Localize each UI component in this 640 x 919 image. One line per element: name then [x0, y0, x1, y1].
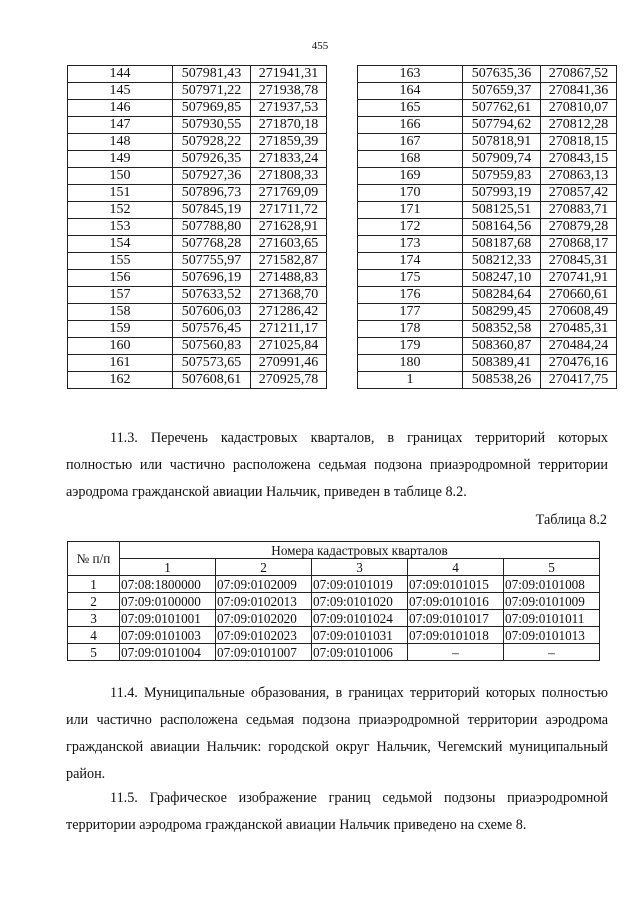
table-row	[358, 304, 617, 321]
table-row	[68, 202, 327, 219]
point-number: 175	[358, 270, 463, 287]
table-row	[68, 372, 327, 389]
point-number: 171	[358, 202, 463, 219]
point-number: 148	[68, 134, 173, 151]
coord-x: 507573,65	[173, 355, 251, 372]
coord-y: 271211,17	[251, 321, 327, 338]
cadastral-quarter: 07:09:0101018	[408, 627, 504, 644]
coord-y: 270485,31	[541, 321, 617, 338]
coord-x: 507576,45	[173, 321, 251, 338]
paragraph-11-5: 11.5. Графическое изображение границ седьмой подзоны приаэродромной территории аэродрома гражданской авиации Нальчик приведено на схеме 8.	[66, 790, 608, 833]
cadastral-quarter: 07:09:0101004	[120, 644, 216, 661]
coord-x: 507928,22	[173, 134, 251, 151]
coord-y: 270484,24	[541, 338, 617, 355]
table-row	[358, 270, 617, 287]
cadastral-quarter: 07:09:0101024	[312, 610, 408, 627]
table-row	[358, 219, 617, 236]
point-number: 157	[68, 287, 173, 304]
cadastral-quarter: 07:09:0101019	[312, 576, 408, 593]
coord-y: 270883,71	[541, 202, 617, 219]
coord-x: 508212,33	[463, 253, 541, 270]
coord-y: 270857,42	[541, 185, 617, 202]
coord-x: 508164,56	[463, 219, 541, 236]
row-number: 4	[68, 627, 120, 644]
row-number: 2	[68, 593, 120, 610]
point-number: 149	[68, 151, 173, 168]
coord-x: 507608,61	[173, 372, 251, 389]
coord-x: 507909,74	[463, 151, 541, 168]
cadastral-quarter: 07:08:1800000	[120, 576, 216, 593]
coord-y: 270925,78	[251, 372, 327, 389]
coord-y: 271859,39	[251, 134, 327, 151]
table-row	[358, 151, 617, 168]
coord-x: 508352,58	[463, 321, 541, 338]
coord-y: 270741,91	[541, 270, 617, 287]
coord-y: 271870,18	[251, 117, 327, 134]
cadastral-quarter: 07:09:0101031	[312, 627, 408, 644]
header-number: № п/п	[68, 542, 120, 576]
table-row	[68, 66, 327, 83]
coord-y: 271941,31	[251, 66, 327, 83]
cadastral-quarter: 07:09:0102020	[216, 610, 312, 627]
point-number: 156	[68, 270, 173, 287]
cadastral-quarter: 07:09:0101001	[120, 610, 216, 627]
cadastral-quarter: 07:09:0101003	[120, 627, 216, 644]
point-number: 168	[358, 151, 463, 168]
point-number: 153	[68, 219, 173, 236]
point-number: 169	[358, 168, 463, 185]
coord-x: 507696,19	[173, 270, 251, 287]
coord-y: 270608,49	[541, 304, 617, 321]
point-number: 155	[68, 253, 173, 270]
point-number: 161	[68, 355, 173, 372]
table-row	[358, 66, 617, 83]
coord-y: 271937,53	[251, 100, 327, 117]
table-row	[358, 287, 617, 304]
coord-y: 270879,28	[541, 219, 617, 236]
coord-y: 270843,15	[541, 151, 617, 168]
cadastral-quarter: –	[504, 644, 600, 661]
table-row	[68, 287, 327, 304]
point-number: 151	[68, 185, 173, 202]
point-number: 176	[358, 287, 463, 304]
coord-x: 507926,35	[173, 151, 251, 168]
table-row	[358, 236, 617, 253]
table-row	[68, 117, 327, 134]
table-row	[358, 338, 617, 355]
table-row	[68, 151, 327, 168]
coord-x: 507845,19	[173, 202, 251, 219]
coord-x: 507896,73	[173, 185, 251, 202]
point-number: 150	[68, 168, 173, 185]
table-row	[68, 593, 600, 610]
table-row	[68, 134, 327, 151]
table-row	[358, 134, 617, 151]
point-number: 152	[68, 202, 173, 219]
paragraph-11-4: 11.4. Муниципальные образования, в границах территорий которых полностью или частично расположена седьмая подзона приаэродромной территории аэродрома гражданской авиации Нальчик: городской округ Нальчик, Чегемский муниципальный район.	[66, 685, 608, 782]
point-number: 178	[358, 321, 463, 338]
coord-y: 270863,13	[541, 168, 617, 185]
table-row	[358, 202, 617, 219]
cadastral-quarters-table	[67, 541, 600, 661]
coord-x: 507927,36	[173, 168, 251, 185]
header-col-number: 1	[120, 559, 216, 576]
table-row	[68, 644, 600, 661]
cadastral-quarter: 07:09:0101017	[408, 610, 504, 627]
coord-x: 508538,26	[463, 372, 541, 389]
point-number: 180	[358, 355, 463, 372]
coord-x: 507971,22	[173, 83, 251, 100]
point-number: 159	[68, 321, 173, 338]
coord-y: 271488,83	[251, 270, 327, 287]
cadastral-quarter: 07:09:0101008	[504, 576, 600, 593]
row-number: 5	[68, 644, 120, 661]
cadastral-quarter: 07:09:0101016	[408, 593, 504, 610]
cadastral-quarter: 07:09:0102009	[216, 576, 312, 593]
row-number: 3	[68, 610, 120, 627]
coord-y: 270818,15	[541, 134, 617, 151]
point-number: 179	[358, 338, 463, 355]
table-row	[358, 185, 617, 202]
coord-y: 270841,36	[541, 83, 617, 100]
point-number: 154	[68, 236, 173, 253]
table-row	[68, 100, 327, 117]
cadastral-quarter: 07:09:0101013	[504, 627, 600, 644]
coord-x: 507762,61	[463, 100, 541, 117]
coordinates-table-right	[357, 65, 617, 389]
table-row	[68, 355, 327, 372]
table-row	[68, 83, 327, 100]
table-row	[68, 576, 600, 593]
table-row	[358, 168, 617, 185]
coord-y: 271711,72	[251, 202, 327, 219]
coord-x: 507959,83	[463, 168, 541, 185]
cadastral-quarter: 07:09:0102023	[216, 627, 312, 644]
coord-y: 271938,78	[251, 83, 327, 100]
table-row	[68, 304, 327, 321]
cadastral-quarter: 07:09:0101011	[504, 610, 600, 627]
header-col-number: 4	[408, 559, 504, 576]
point-number: 164	[358, 83, 463, 100]
point-number: 177	[358, 304, 463, 321]
point-number: 1	[358, 372, 463, 389]
coordinates-table-left	[67, 65, 327, 389]
point-number: 170	[358, 185, 463, 202]
point-number: 145	[68, 83, 173, 100]
coord-x: 507560,83	[173, 338, 251, 355]
cadastral-quarter: 07:09:0101007	[216, 644, 312, 661]
table-row	[68, 236, 327, 253]
point-number: 160	[68, 338, 173, 355]
table-row	[358, 321, 617, 338]
table-row	[68, 253, 327, 270]
coord-x: 507993,19	[463, 185, 541, 202]
coord-x: 507755,97	[173, 253, 251, 270]
coord-x: 508187,68	[463, 236, 541, 253]
cadastral-quarter: 07:09:0100000	[120, 593, 216, 610]
coord-y: 270417,75	[541, 372, 617, 389]
header-col-number: 3	[312, 559, 408, 576]
coord-y: 271833,24	[251, 151, 327, 168]
cadastral-quarter: 07:09:0101006	[312, 644, 408, 661]
coord-x: 508389,41	[463, 355, 541, 372]
point-number: 173	[358, 236, 463, 253]
coord-x: 507794,62	[463, 117, 541, 134]
point-number: 162	[68, 372, 173, 389]
coord-y: 271025,84	[251, 338, 327, 355]
table-row	[358, 117, 617, 134]
cadastral-quarter: 07:09:0101020	[312, 593, 408, 610]
coord-x: 507659,37	[463, 83, 541, 100]
cadastral-quarter: 07:09:0101009	[504, 593, 600, 610]
point-number: 167	[358, 134, 463, 151]
page-number: 455	[311, 40, 329, 52]
coord-y: 271582,87	[251, 253, 327, 270]
table-row	[68, 270, 327, 287]
coord-x: 508284,64	[463, 287, 541, 304]
point-number: 146	[68, 100, 173, 117]
cadastral-quarter: 07:09:0102013	[216, 593, 312, 610]
coord-y: 271368,70	[251, 287, 327, 304]
coord-y: 270867,52	[541, 66, 617, 83]
header-quarters-group: Номера кадастровых кварталов	[120, 542, 600, 559]
coord-y: 270845,31	[541, 253, 617, 270]
cadastral-quarter: 07:09:0101015	[408, 576, 504, 593]
coord-y: 270476,16	[541, 355, 617, 372]
cadastral-quarter: –	[408, 644, 504, 661]
table-row	[68, 185, 327, 202]
point-number: 166	[358, 117, 463, 134]
table-row	[68, 168, 327, 185]
table-row	[358, 372, 617, 389]
coord-x: 507930,55	[173, 117, 251, 134]
table-row	[68, 219, 327, 236]
coord-x: 507606,03	[173, 304, 251, 321]
table-row	[68, 627, 600, 644]
point-number: 144	[68, 66, 173, 83]
header-col-number: 5	[504, 559, 600, 576]
coord-y: 270810,07	[541, 100, 617, 117]
point-number: 163	[358, 66, 463, 83]
coord-x: 507969,85	[173, 100, 251, 117]
table-row	[358, 83, 617, 100]
point-number: 158	[68, 304, 173, 321]
table-row	[358, 100, 617, 117]
coord-x: 508125,51	[463, 202, 541, 219]
coord-y: 270812,28	[541, 117, 617, 134]
table-row	[68, 610, 600, 627]
table-row	[358, 355, 617, 372]
coord-x: 507818,91	[463, 134, 541, 151]
coord-y: 270868,17	[541, 236, 617, 253]
coord-y: 270991,46	[251, 355, 327, 372]
header-col-number: 2	[216, 559, 312, 576]
coord-y: 271286,42	[251, 304, 327, 321]
coord-x: 507768,28	[173, 236, 251, 253]
table-caption: Таблица 8.2	[535, 512, 607, 528]
row-number: 1	[68, 576, 120, 593]
coord-y: 271628,91	[251, 219, 327, 236]
coord-x: 508247,10	[463, 270, 541, 287]
table-row	[68, 338, 327, 355]
coord-y: 270660,61	[541, 287, 617, 304]
point-number: 147	[68, 117, 173, 134]
coord-y: 271603,65	[251, 236, 327, 253]
coord-x: 508299,45	[463, 304, 541, 321]
coord-x: 507633,52	[173, 287, 251, 304]
coord-x: 507788,80	[173, 219, 251, 236]
coord-y: 271808,33	[251, 168, 327, 185]
point-number: 172	[358, 219, 463, 236]
point-number: 165	[358, 100, 463, 117]
coord-x: 508360,87	[463, 338, 541, 355]
coord-x: 507981,43	[173, 66, 251, 83]
point-number: 174	[358, 253, 463, 270]
paragraph-11-3: 11.3. Перечень кадастровых кварталов, в границах территорий которых полностью или частично расположена седьмая подзона приаэродромной территории аэродрома гражданской авиации Нальчик, приведен в таблице 8.2.	[66, 430, 608, 500]
coord-y: 271769,09	[251, 185, 327, 202]
table-row	[358, 253, 617, 270]
coord-x: 507635,36	[463, 66, 541, 83]
table-row	[68, 321, 327, 338]
